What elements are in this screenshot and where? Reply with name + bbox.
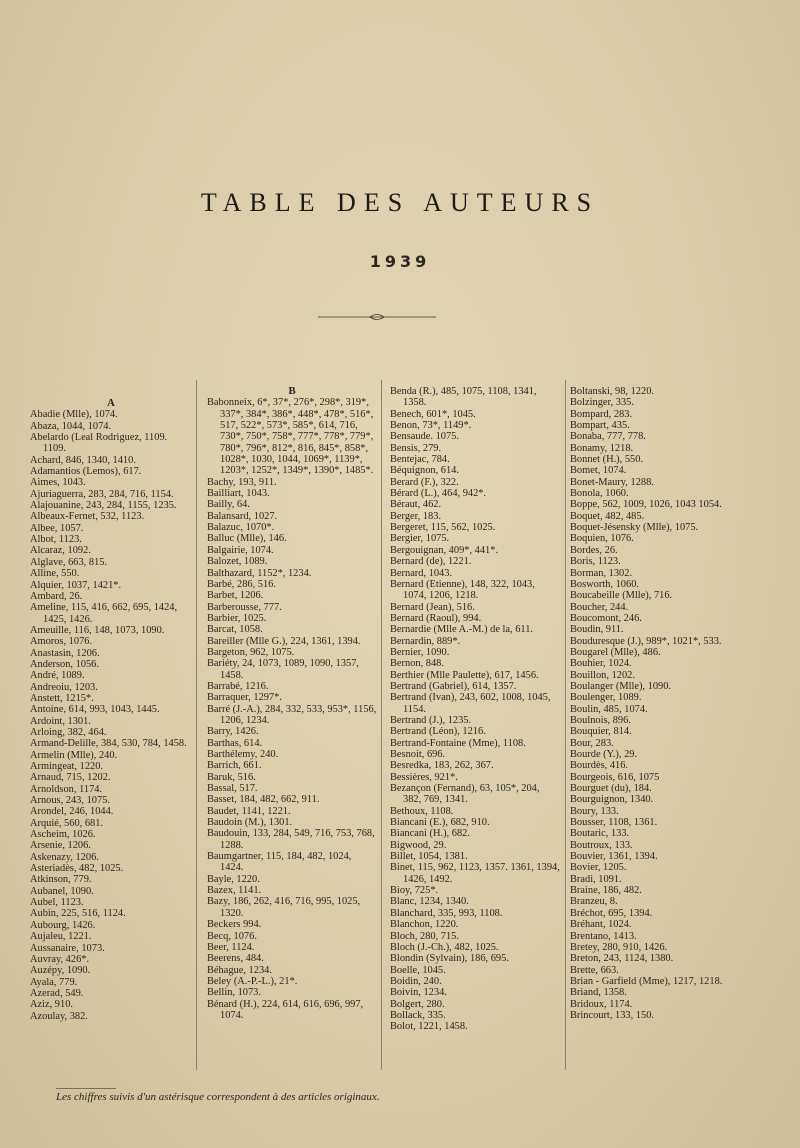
index-entry: Bouhier, 1024. bbox=[570, 658, 632, 670]
index-entry: Beerens, 484. bbox=[207, 953, 264, 965]
index-entry: Bomet, 1074. bbox=[570, 465, 627, 477]
index-entry: Béquignon, 614. bbox=[390, 465, 459, 477]
section-letter: A bbox=[107, 397, 115, 409]
index-entry: Albee, 1057. bbox=[30, 522, 84, 534]
index-entry: Besredka, 183, 262, 367. bbox=[390, 760, 494, 772]
index-entry: Bertrand (Gabriel), 614, 1357. bbox=[390, 680, 517, 692]
index-entry: Bourgeois, 616, 1075 bbox=[570, 771, 660, 783]
index-entry: Béraut, 462. bbox=[390, 499, 442, 511]
index-entry: Achard, 846, 1340, 1410. bbox=[30, 454, 136, 466]
index-entry: Bentejac, 784. bbox=[390, 454, 450, 466]
index-entry: Bonet-Maury, 1288. bbox=[570, 476, 654, 488]
index-entry: Bourdès, 416. bbox=[570, 760, 629, 772]
index-entry: Aziz, 910. bbox=[30, 999, 73, 1011]
index-entry: Bouvier, 1361, 1394. bbox=[570, 851, 658, 863]
index-entry: Antoine, 614, 993, 1043, 1445. bbox=[30, 704, 160, 716]
index-entry: Bernier, 1090. bbox=[390, 646, 450, 658]
column-divider bbox=[565, 380, 566, 1070]
index-entry: Abadie (Mlle), 1074. bbox=[30, 409, 118, 421]
index-entry: Arnaud, 715, 1202. bbox=[30, 772, 111, 784]
index-entry: Aussanaire, 1073. bbox=[30, 942, 105, 954]
index-entry: Balluc (Mlle), 146. bbox=[207, 533, 287, 545]
index-entry: Aubin, 225, 516, 1124. bbox=[30, 908, 126, 920]
index-entry: Bretey, 280, 910, 1426. bbox=[570, 941, 668, 953]
index-entry: Ayala, 779. bbox=[30, 976, 78, 988]
index-entry: Blanchard, 335, 993, 1108. bbox=[390, 907, 503, 919]
index-entry: Aubanel, 1090. bbox=[30, 885, 94, 897]
index-entry: Boulnois, 896. bbox=[570, 714, 631, 726]
index-entry: Albeaux-Fernet, 532, 1123. bbox=[30, 511, 145, 523]
index-entry: Bertrand (Ivan), 243, 602, 1008, 1045, 1154. bbox=[390, 692, 551, 715]
index-entry: Beckers 994. bbox=[207, 919, 262, 931]
index-entry: Blondin (Sylvain), 186, 695. bbox=[390, 953, 509, 965]
index-entry: Bradi, 1091. bbox=[570, 873, 622, 885]
index-entry: Abaza, 1044, 1074. bbox=[30, 420, 112, 432]
index-entry: Bazex, 1141. bbox=[207, 885, 262, 897]
index-entry: Bernard, 1043. bbox=[390, 567, 453, 579]
index-entry: Benon, 73*, 1149*. bbox=[390, 420, 472, 432]
index-entry: Bensis, 279. bbox=[390, 442, 442, 454]
index-entry: Biancani (H.), 682. bbox=[390, 828, 470, 840]
index-entry: Boelle, 1045. bbox=[390, 964, 446, 976]
index-entry: Ameuille, 116, 148, 1073, 1090. bbox=[30, 624, 165, 636]
index-entry: Barré (J.-A.), 284, 332, 533, 953*, 1156, 1206, 1234. bbox=[207, 703, 377, 726]
index-entry: Atkinson, 779. bbox=[30, 874, 92, 886]
index-entry: Blanc, 1234, 1340. bbox=[390, 896, 469, 908]
index-entry: Baruk, 516. bbox=[207, 771, 256, 783]
index-entry: Bourguet (du), 184. bbox=[570, 783, 652, 795]
index-entry: Bazy, 186, 262, 416, 716, 995, 1025, 1320. bbox=[207, 896, 361, 919]
index-entry: Boury, 133. bbox=[570, 805, 619, 817]
index-entry: Alcaraz, 1092. bbox=[30, 545, 91, 557]
index-entry: Adamantios (Lemos), 617. bbox=[30, 466, 142, 478]
index-entry: Bompart, 435. bbox=[570, 420, 630, 432]
index-entry: Breton, 243, 1124, 1380. bbox=[570, 953, 674, 965]
index-entry: Barrabé, 1216. bbox=[207, 680, 269, 692]
index-entry: Boucabeille (Mlle), 716. bbox=[570, 590, 673, 602]
index-entry: Brincourt, 133, 150. bbox=[570, 1009, 654, 1021]
index-entry: Berger, 183. bbox=[390, 510, 442, 522]
index-entry: Barthélemy, 240. bbox=[207, 749, 279, 760]
index-entry: Baudet, 1141, 1221. bbox=[207, 805, 291, 817]
index-entry: Benech, 601*, 1045. bbox=[390, 408, 476, 420]
index-entry: Bioy, 725*. bbox=[390, 885, 439, 897]
index-entry: Barbé, 286, 516. bbox=[207, 578, 276, 590]
index-entry: Ameline, 115, 416, 662, 695, 1424, 1425, 1426. bbox=[30, 602, 178, 625]
index-entry: Arnous, 243, 1075. bbox=[30, 795, 110, 807]
index-entry: Bollack, 335. bbox=[390, 1009, 446, 1021]
index-entry: Bertrand-Fontaine (Mme), 1108. bbox=[390, 737, 526, 749]
index-entry: Brentano, 1413. bbox=[570, 930, 637, 942]
index-entry: Amoros, 1076. bbox=[30, 636, 93, 648]
index-entry: Arloing, 382, 464. bbox=[30, 726, 107, 738]
index-entry: Balazuc, 1070*. bbox=[207, 522, 275, 534]
index-entry: Boivin, 1234. bbox=[390, 987, 447, 999]
index-entry: Bertrand (J.), 1235. bbox=[390, 714, 472, 726]
index-entry: Boidin, 240. bbox=[390, 975, 442, 987]
index-entry: Bouquier, 814. bbox=[570, 726, 632, 738]
index-entry: Bernard (Jean), 516. bbox=[390, 601, 475, 613]
index-entry: Aujaleu, 1221. bbox=[30, 931, 92, 943]
index-entry: Baudouin, 133, 284, 549, 716, 753, 768, 1288. bbox=[207, 828, 375, 851]
index-entry: Barcat, 1058. bbox=[207, 624, 263, 636]
index-entry: Bailliart, 1043. bbox=[207, 488, 270, 500]
index-entry: Bernard (de), 1221. bbox=[390, 556, 472, 568]
index-entry: Becq, 1076. bbox=[207, 930, 257, 942]
index-entry: Bareiller (Mlle G.), 224, 1361, 1394. bbox=[207, 635, 361, 647]
index-entry: Ardoint, 1301. bbox=[30, 715, 91, 727]
index-entry: Barbet, 1206. bbox=[207, 590, 264, 602]
index-entry: Bourguignon, 1340. bbox=[570, 794, 654, 806]
index-entry: Barrich, 661. bbox=[207, 760, 262, 772]
index-entry: Auvray, 426*. bbox=[30, 953, 90, 965]
index-entry: Berard (F.), 322. bbox=[390, 476, 459, 488]
index-column-d bbox=[570, 386, 742, 1021]
index-entry: Anstett, 1215*. bbox=[30, 692, 94, 704]
index-entry: Boutroux, 133. bbox=[570, 839, 633, 851]
index-entry: Bernard (Raoul), 994. bbox=[390, 612, 482, 624]
index-entry: Barry, 1426. bbox=[207, 726, 259, 738]
index-entry: Bovier, 1205. bbox=[570, 862, 627, 874]
index-entry: Armingeat, 1220. bbox=[30, 761, 104, 772]
index-entry: Albot, 1123. bbox=[30, 534, 82, 546]
index-entry: Boulin, 485, 1074. bbox=[570, 703, 648, 715]
index-entry: Alline, 550. bbox=[30, 568, 80, 580]
index-entry: Balozet, 1089. bbox=[207, 556, 268, 568]
index-entry: Bensaude. 1075. bbox=[390, 431, 459, 443]
index-entry: Bosworth, 1060. bbox=[570, 578, 639, 590]
index-entry: Bougarel (Mlle), 486. bbox=[570, 646, 661, 658]
index-entry: Azoulay, 382. bbox=[30, 1010, 88, 1022]
index-entry: Bethoux, 1108. bbox=[390, 805, 454, 817]
index-entry: Boucomont, 246. bbox=[570, 612, 642, 624]
index-entry: Boppe, 562, 1009, 1026, 1043 1054. bbox=[570, 499, 722, 511]
index-entry: Babonneix, 6*, 37*, 276*, 298*, 319*, 337*, 384*, 386*, 448*, 478*, 516*, 517, 522*, 573*, 585*, 614, 716, 730*, 750*, 758*, 777*, 778*, 779*, 780*, 796*, 812*, 816, 845*, 858*, 1028*, 1030, 1044, 1069*, 1139*, 1203*, 1252*, 1349*, 1390*, 1485*. bbox=[207, 397, 374, 477]
index-entry: Basset, 184, 482, 662, 911. bbox=[207, 794, 320, 806]
index-entry: Arsenie, 1206. bbox=[30, 840, 91, 852]
index-entry: Bolzinger, 335. bbox=[570, 397, 634, 409]
index-entry: Aubel, 1123. bbox=[30, 897, 84, 909]
footnote: Les chiffres suivis d'un astérisque correspondent à des articles originaux. bbox=[56, 1091, 380, 1103]
index-entry: Bezançon (Fernand), 63, 105*, 204, 382, 769, 1341. bbox=[390, 783, 540, 806]
index-entry: Arnoldson, 1174. bbox=[30, 783, 103, 795]
index-entry: Bonnet (H.), 550. bbox=[570, 454, 644, 466]
index-entry: Asteriadès, 482, 1025. bbox=[30, 863, 124, 875]
index-entry: Branzeu, 8. bbox=[570, 896, 618, 908]
index-entry: Billet, 1054, 1381. bbox=[390, 851, 468, 863]
index-entry: Anderson, 1056. bbox=[30, 658, 99, 670]
index-entry: Briand, 1358. bbox=[570, 987, 627, 999]
index-entry: Boquet, 482, 485. bbox=[570, 510, 645, 522]
index-entry: Askenazy, 1206. bbox=[30, 851, 99, 863]
index-entry: Bernardin, 889*. bbox=[390, 635, 461, 647]
index-entry: Bousser, 1108, 1361. bbox=[570, 817, 658, 829]
footnote-rule bbox=[56, 1088, 116, 1089]
index-entry: Aimes, 1043. bbox=[30, 477, 86, 489]
index-entry: Bréchot, 695, 1394. bbox=[570, 907, 653, 919]
index-entry: Arondel, 246, 1044. bbox=[30, 806, 114, 818]
index-entry: Bonola, 1060. bbox=[570, 488, 629, 500]
index-entry: Arquié, 560, 681. bbox=[30, 817, 104, 829]
page-title: TABLE DES AUTEURS bbox=[200, 188, 600, 217]
index-entry: Abelardo (Leal Rodriguez, 1109. 1109. bbox=[30, 432, 168, 455]
index-entry: Alquier, 1037, 1421*. bbox=[30, 579, 122, 591]
column-divider bbox=[381, 380, 382, 1070]
index-entry: Barbier, 1025. bbox=[207, 612, 267, 624]
index-entry: Bridoux, 1174. bbox=[570, 998, 633, 1010]
index-entry: Béhague, 1234. bbox=[207, 964, 272, 976]
index-entry: Brian - Garfield (Mme), 1217, 1218. bbox=[570, 975, 723, 987]
index-entry: Boulenger, 1089. bbox=[570, 692, 642, 704]
index-entry: Boltanski, 98, 1220. bbox=[570, 386, 654, 397]
index-entry: Bolot, 1221, 1458. bbox=[390, 1021, 468, 1033]
index-entry: Bolgert, 280. bbox=[390, 998, 445, 1010]
index-entry: Bourde (Y.), 29. bbox=[570, 749, 638, 760]
index-entry: Barraquer, 1297*. bbox=[207, 692, 282, 704]
index-entry: Alajouanine, 243, 284, 1155, 1235. bbox=[30, 500, 177, 512]
index-entry: Bernard (Etienne), 148, 322, 1043, 1074, 1206, 1218. bbox=[390, 578, 535, 602]
column-divider bbox=[196, 380, 197, 1070]
index-entry: Barthas, 614. bbox=[207, 737, 263, 749]
index-entry: Anastasin, 1206. bbox=[30, 647, 100, 659]
index-entry: Berthier (Mlle Paulette), 617, 1456. bbox=[390, 669, 539, 681]
index-entry: Bassal, 517. bbox=[207, 783, 258, 795]
index-entry: Bessières, 921*. bbox=[390, 771, 458, 783]
index-entry: Bellin, 1073. bbox=[207, 987, 261, 999]
index-column-b bbox=[207, 386, 377, 1021]
index-entry: Armelin (Mlle), 240. bbox=[30, 749, 118, 761]
index-entry: Beley (A.-P.-L.), 21*. bbox=[207, 975, 298, 987]
index-entry: Brette, 663. bbox=[570, 964, 619, 976]
index-entry: Bayle, 1220. bbox=[207, 873, 260, 885]
index-entry: Balansard, 1027. bbox=[207, 510, 278, 522]
index-entry: Bergouignan, 409*, 441*. bbox=[390, 544, 499, 556]
index-entry: André, 1089. bbox=[30, 670, 85, 682]
year-heading: 1939 bbox=[369, 252, 431, 271]
index-entry: Armand-Delille, 384, 530, 784, 1458. bbox=[30, 738, 187, 750]
index-entry: Bernardie (Mlle A.-M.) de la, 611. bbox=[390, 624, 534, 636]
index-entry: Andreoiu, 1203. bbox=[30, 681, 98, 693]
index-entry: Boudin, 911. bbox=[570, 624, 624, 636]
index-entry: Azerad, 549. bbox=[30, 987, 84, 999]
index-entry: Bloch, 280, 715. bbox=[390, 930, 459, 942]
index-entry: Boucher, 244. bbox=[570, 601, 629, 613]
index-entry: Bréhant, 1024. bbox=[570, 919, 632, 931]
index-entry: Bailly, 64. bbox=[207, 499, 250, 511]
index-entry: Boquien, 1076. bbox=[570, 533, 634, 545]
index-entry: Bouduresque (J.), 989*, 1021*, 533. bbox=[570, 635, 722, 647]
index-entry: Beer, 1124. bbox=[207, 941, 255, 953]
index-entry: Baumgartner, 115, 184, 482, 1024, 1424. bbox=[207, 851, 352, 874]
index-column-a bbox=[30, 398, 192, 1022]
index-entry: Bouillon, 1202. bbox=[570, 669, 635, 681]
index-entry: Bariéty, 24, 1073, 1089, 1090, 1357, 1458. bbox=[207, 658, 359, 681]
index-entry: Blanchon, 1220. bbox=[390, 919, 459, 931]
index-entry: Biancani (E.), 682, 910. bbox=[390, 817, 490, 829]
index-column-c bbox=[390, 386, 560, 1033]
index-entry: Bigwood, 29. bbox=[390, 839, 447, 851]
index-entry: Bloch (J.-Ch.), 482, 1025. bbox=[390, 941, 499, 953]
index-entry: Ambard, 26. bbox=[30, 590, 83, 602]
index-entry: Bompard, 283. bbox=[570, 408, 633, 420]
index-entry: Boulanger (Mlle), 1090. bbox=[570, 680, 671, 692]
index-entry: Barberousse, 777. bbox=[207, 601, 282, 613]
index-entry: Auzépy, 1090. bbox=[30, 965, 91, 977]
index-entry: Binet, 115, 962, 1123, 1357. 1361, 1394, 1426, 1492. bbox=[390, 862, 560, 885]
index-entry: Borman, 1302. bbox=[570, 567, 633, 579]
index-entry: Ascheim, 1026. bbox=[30, 829, 96, 841]
index-entry: Bergier, 1075. bbox=[390, 533, 450, 545]
index-entry: Ajuriaguerra, 283, 284, 716, 1154. bbox=[30, 488, 174, 500]
index-entry: Bargeton, 962, 1075. bbox=[207, 646, 295, 658]
index-entry: Bernon, 848. bbox=[390, 658, 444, 670]
index-entry: Besnoit, 696. bbox=[390, 749, 446, 760]
index-entry: Bertrand (Léon), 1216. bbox=[390, 726, 486, 738]
index-entry: Braine, 186, 482. bbox=[570, 885, 642, 897]
index-entry: Benda (R.), 485, 1075, 1108, 1341, 1358. bbox=[390, 386, 537, 409]
index-entry: Bergeret, 115, 562, 1025. bbox=[390, 522, 496, 534]
index-entry: Alglave, 663, 815. bbox=[30, 556, 108, 568]
index-entry: Balgairie, 1074. bbox=[207, 544, 274, 556]
index-entry: Boris, 1123. bbox=[570, 556, 621, 568]
index-entry: Bonamy, 1218. bbox=[570, 442, 634, 454]
ornament-divider-icon bbox=[318, 313, 436, 321]
section-letter: B bbox=[288, 385, 296, 397]
index-entry: Boquet-Jésensky (Mlle), 1075. bbox=[570, 522, 699, 534]
index-entry: Baudoin (M.), 1301. bbox=[207, 817, 293, 829]
index-entry: Bordes, 26. bbox=[570, 544, 618, 556]
index-entry: Bénard (H.), 224, 614, 616, 696, 997, 1074. bbox=[207, 998, 364, 1021]
index-entry: Bachy, 193, 911. bbox=[207, 476, 277, 488]
index-entry: Bour, 283. bbox=[570, 737, 614, 749]
index-entry: Aubourg, 1426. bbox=[30, 919, 96, 931]
index-entry: Balthazard, 1152*, 1234. bbox=[207, 567, 312, 579]
index-entry: Boutaric, 133. bbox=[570, 828, 630, 840]
index-entry: Bonaba, 777, 778. bbox=[570, 431, 646, 443]
index-entry: Bérard (L.), 464, 942*. bbox=[390, 488, 487, 500]
